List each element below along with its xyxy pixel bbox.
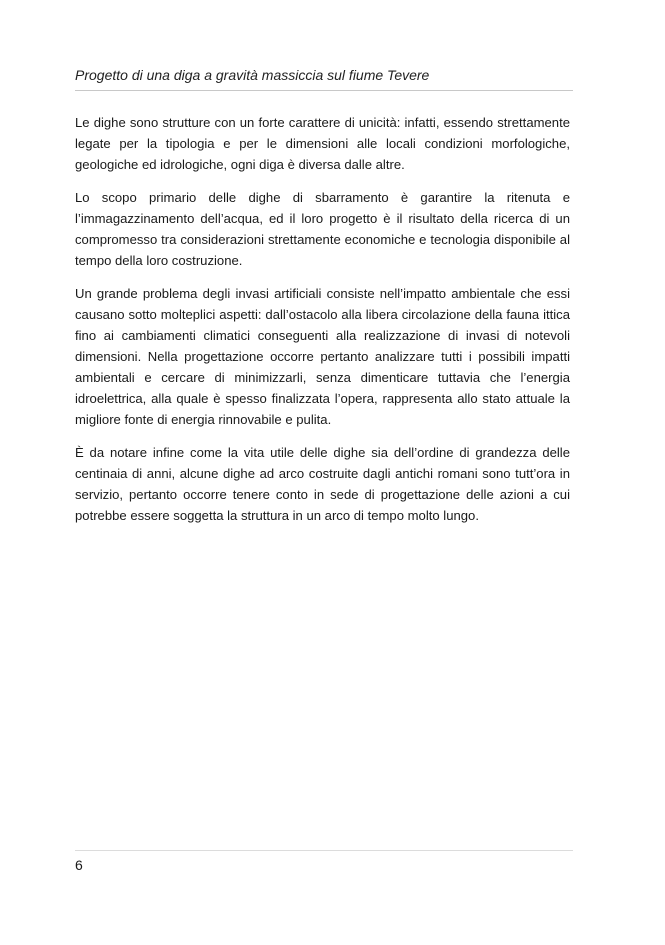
page-number: 6 (75, 857, 83, 873)
paragraph-uniqueness: Le dighe sono strutture con un forte carattere di unicità: infatti, essendo strettamente legate per la tipologia e per le dimensioni alle locali condizioni morfologiche, geologiche ed idrologiche, ogni diga è diversa dalle altre. (75, 115, 570, 172)
running-header-title: Progetto di una diga a gravità massiccia sul fiume Tevere (75, 67, 430, 83)
body-text (75, 112, 570, 538)
header-divider (75, 90, 573, 91)
paragraph-service-life: È da notare infine come la vita utile delle dighe sia dell’ordine di grandezza delle centinaia di anni, alcune dighe ad arco costruite dagli antichi romani sono tutt’ora in servizio, pertanto occorre tenere conto in sede di progettazione delle azioni a cui potrebbe essere soggetta la struttura in un arco di tempo molto lungo. (75, 445, 570, 523)
paragraph-environmental-impact: Un grande problema degli invasi artificiali consiste nell’impatto ambientale che essi causano sotto molteplici aspetti: dall’ostacolo alla libera circolazione della fauna ittica fino ai cambiamenti climatici conseguenti alla realizzazione di invasi di notevoli dimensioni. Nella progettazione occorre pertanto analizzare tutti i possibili impatti ambientali e cercare di minimizzarli, senza dimenticare tuttavia che l’energia idroelettrica, alla quale è spesso finalizzata l’opera, rappresenta allo stato attuale la migliore fonte di energia rinnovabile e pulita. (75, 286, 570, 427)
paragraph-purpose: Lo scopo primario delle dighe di sbarramento è garantire la ritenuta e l’immagazzinamento dell’acqua, ed il loro progetto è il risultato della ricerca di un compromesso tra considerazioni strettamente economiche e tecnologia disponibile al tempo della loro costruzione. (75, 190, 570, 268)
footer-divider (75, 850, 573, 851)
